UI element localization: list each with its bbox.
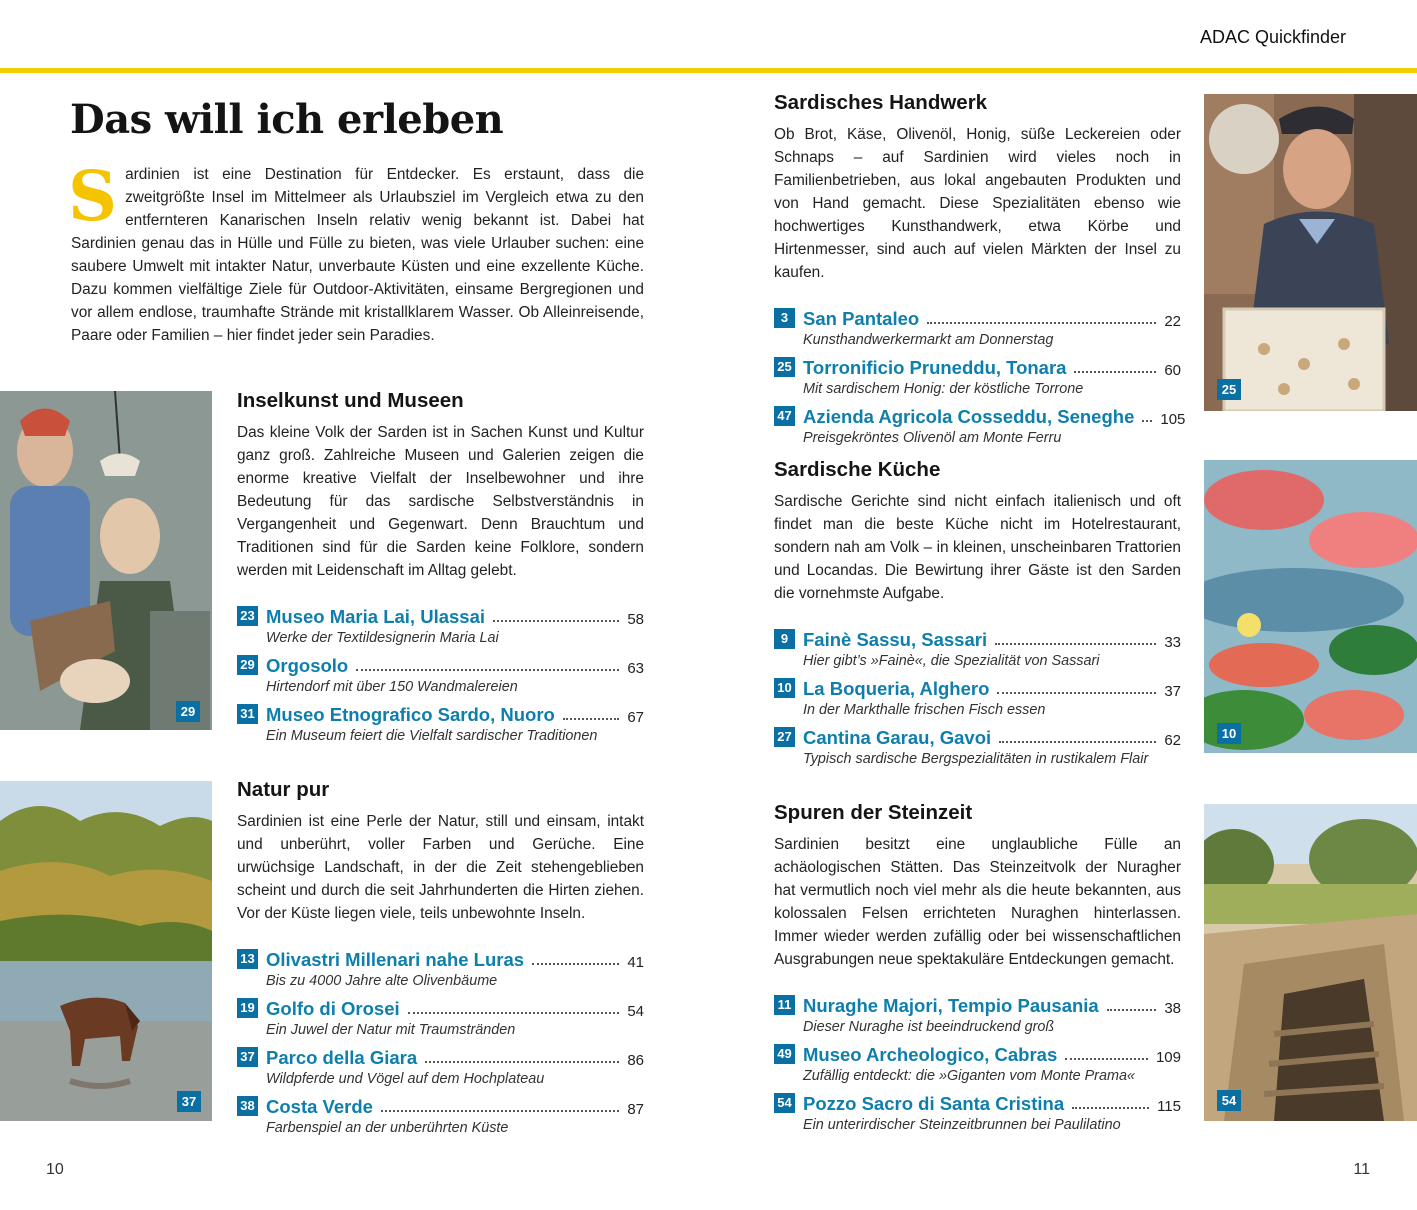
list-item [237,653,644,697]
list-item [774,676,1181,720]
section-body: Sardinien ist eine Perle der Natur, still und einsam, intakt und unberührt, voller Farben und Gerüche. Eine urwüchsige Landschaft, in der die Zeit stehengeblieben scheint und durch die seit Jahrhunderten die Hirten ziehen. Vor der Küste liegen viele, teils unbewohnte Inseln. [237,813,644,922]
section-body: Das kleine Volk der Sarden ist in Sachen Kunst und Kultur ganz groß. Zahlreiche Museen und Galerien zeigen die enorme kreative Vielfalt der Inselbewohner und ihre Bedeutung für das sardische Selbstverständnis in Vergangenheit und Gegenwart. Denn Brauchtum und Traditionen sind für die Sarden keine Folklore, sondern werden mit Leidenschaft im Alltag gelebt. [237,424,644,579]
entry-subtitle: Werke der Textildesignerin Maria Lai [266,630,499,646]
leader-dots [493,620,619,622]
entry-number: 25 [774,357,795,377]
entry-page: 109 [1155,1049,1181,1066]
leader-dots [995,643,1156,645]
mural-photo [0,391,212,730]
entry-subtitle: Ein unterirdischer Steinzeitbrunnen bei Paulilatino [803,1117,1121,1133]
entry-subtitle: Kunsthandwerkermarkt am Donnerstag [803,332,1054,348]
entry-number: 54 [774,1093,795,1113]
entry-link[interactable]: Costa Verde [266,1096,373,1117]
entry-subtitle: Ein Juwel der Natur mit Traumstränden [266,1022,516,1038]
section-steinzeit [774,801,1181,1140]
entry-page: 115 [1157,1098,1181,1115]
section-kueche [774,458,1181,774]
leader-dots [1142,420,1152,422]
list-item [237,1094,644,1138]
entry-subtitle: Mit sardischem Honig: der köstliche Torrone [803,381,1084,397]
list-item [237,1045,644,1089]
entry-subtitle: Wildpferde und Vögel auf dem Hochplateau [266,1071,545,1087]
section-title: Sardische Küche [774,458,941,481]
entry-number: 27 [774,727,795,747]
section-body: Sardinien besitzt eine unglaubliche Fülle an achäologischen Stätten. Das Steinzeitvolk der Nuragher hat vermutlich noch viel mehr als die heute bekannten, aus kolossalen Felsen errichteten Nuraghen hinterlassen. Immer wieder werden zufällig oder bei wissenschaftlichen Ausgrabungen neue spektakuläre Entdeckungen gemacht. [774,836,1181,968]
photo-number-badge: 54 [1217,1090,1241,1111]
entry-subtitle: Bis zu 4000 Jahre alte Olivenbäume [266,973,498,989]
entry-subtitle: Ein Museum feiert die Vielfalt sardischer Traditionen [266,728,598,744]
list-item [237,604,644,648]
entry-number: 9 [774,629,795,649]
section-title: Spuren der Steinzeit [774,801,973,824]
section-body: Ob Brot, Käse, Olivenöl, Honig, süße Leckereien oder Schnaps – auf Sardinien wird vieles noch in Familienbetrieben, aus lokal angebauten Produkten und von Hand gemacht. Diese Spezialitäten ebenso wie hochwertiges Kunsthandwerk, etwa Körbe und Hirtenmesser, sind auch auf vielen Märkten der Insel zu kaufen. [774,126,1181,281]
leader-dots [1072,1107,1149,1109]
list-item [774,725,1181,769]
list-item [774,993,1181,1037]
leader-dots [997,692,1156,694]
intro-paragraph [68,157,644,347]
entry-link[interactable]: La Boqueria, Alghero [803,678,990,699]
entry-page: 86 [627,1052,644,1069]
photo-number-badge: 10 [1217,723,1241,744]
entry-list [774,627,1181,769]
craftsman-photo [1204,94,1417,411]
list-item [237,947,644,991]
entry-page: 58 [627,611,644,628]
section-title: Sardisches Handwerk [774,91,988,114]
entry-link[interactable]: Pozzo Sacro di Santa Cristina [803,1093,1065,1114]
entry-number: 29 [237,655,258,675]
leader-dots [1065,1058,1148,1060]
leader-dots [408,1012,620,1014]
section-handwerk [774,91,1186,453]
leader-dots [425,1061,619,1063]
entry-page: 67 [627,709,644,726]
entry-page: 63 [627,660,644,677]
section-inselkunst [237,389,644,751]
entry-subtitle: Farbenspiel an der unberührten Küste [266,1120,509,1136]
entry-number: 31 [237,704,258,724]
entry-page: 41 [627,954,644,971]
leader-dots [1107,1009,1157,1011]
entry-page: 62 [1164,732,1181,749]
intro-text: ardinien ist eine Destination für Entdecker. Es erstaunt, dass die zweitgrößte Insel im Mittelmeer als Urlaubsziel im Vergleich etwa zu den entfernteren Kanarischen Inseln relativ wenig bekannt ist. Dabei hat Sardinien genau das in Hülle und Fülle zu bieten, was viele Urlauber suchen: eine saubere Umwelt mit intakter Natur, unverbaute Küsten und eine exzellente Küche. Dazu kommen vielfältige Ziele für Outdoor-Aktivitäten, einsame Bergregionen und vor allem endlose, traumhafte Strände mit kristallklarem Wasser. Ob Alleinreisende, Paare oder Familien – hier findet jeder sein Paradies. [71,166,644,344]
page-title: Das will ich erleben [70,96,504,143]
entry-subtitle: Preisgekröntes Olivenöl am Monte Ferru [803,430,1062,446]
ruins-photo [1204,804,1417,1121]
horse-photo [0,781,212,1121]
leader-dots [563,718,619,720]
entry-link[interactable]: Golfo di Orosei [266,998,400,1019]
entry-link[interactable]: Torronificio Pruneddu, Tonara [803,357,1067,378]
entry-subtitle: Hier gibt’s »Fainè«, die Spezialität von Sassari [803,653,1100,669]
drop-cap: S [68,157,118,237]
entry-subtitle: Typisch sardische Bergspezialitäten in rustikalem Flair [803,751,1149,767]
entry-link[interactable]: Museo Archeologico, Cabras [803,1044,1058,1065]
entry-number: 13 [237,949,258,969]
entry-link[interactable]: Museo Maria Lai, Ulassai [266,606,486,627]
yellow-rule [0,68,1417,73]
entry-list [237,947,644,1138]
entry-link[interactable]: Cantina Garau, Gavoi [803,727,992,748]
page-number-right: 11 [1353,1161,1370,1178]
entry-link[interactable]: Fainè Sassu, Sassari [803,629,988,650]
entry-link[interactable]: Olivastri Millenari nahe Luras [266,949,525,970]
entry-page: 87 [627,1101,644,1118]
entry-number: 23 [237,606,258,626]
list-item [774,627,1181,671]
list-item [774,404,1186,448]
leader-dots [381,1110,619,1112]
list-item [774,1091,1181,1135]
entry-list [237,604,644,746]
entry-page: 60 [1164,362,1181,379]
entry-subtitle: Zufällig entdeckt: die »Giganten vom Monte Prama« [803,1068,1135,1084]
entry-link[interactable]: Azienda Agricola Cosseddu, Seneghe [803,406,1135,427]
entry-subtitle: Hirtendorf mit über 150 Wandmalereien [266,679,518,695]
entry-link[interactable]: Parco della Giara [266,1047,418,1068]
page-number-left: 10 [46,1161,64,1178]
list-item [237,996,644,1040]
leader-dots [356,669,619,671]
entry-subtitle: In der Markthalle frischen Fisch essen [803,702,1046,718]
entry-number: 19 [237,998,258,1018]
section-natur-pur [237,778,644,1143]
section-title: Natur pur [237,778,330,801]
running-head: ADAC Quickfinder [1199,27,1346,47]
entry-link[interactable]: Museo Etnografico Sardo, Nuoro [266,704,555,725]
leader-dots [532,963,619,965]
leader-dots [999,741,1156,743]
list-item [774,306,1181,350]
photo-number-badge: 29 [176,701,200,722]
photo-number-badge: 25 [1217,379,1241,400]
list-item [237,702,644,746]
leader-dots [1074,371,1156,373]
entry-page: 54 [627,1003,644,1020]
entry-number: 11 [774,995,795,1015]
entry-page: 38 [1164,1000,1181,1017]
entry-link[interactable]: Nuraghe Majori, Tempio Pausania [803,995,1099,1016]
list-item [774,355,1181,399]
section-body: Sardische Gerichte sind nicht einfach italienisch und oft findet man die beste Küche nicht im Hotelrestaurant, sondern nah am Volk – in kleinen, unscheinbaren Trattorien und Locandas. Die Bewirtung ihrer Gäste ist den Sarden die vornehmste Aufgabe. [774,493,1181,602]
entry-list [774,306,1186,448]
list-item [774,1042,1181,1086]
entry-number: 3 [774,308,795,328]
entry-link[interactable]: Orgosolo [266,655,349,676]
entry-page: 22 [1164,313,1181,330]
entry-link[interactable]: San Pantaleo [803,308,920,329]
entry-subtitle: Dieser Nuraghe ist beeindruckend groß [803,1019,1055,1035]
photo-number-badge: 37 [177,1091,201,1112]
entry-number: 10 [774,678,795,698]
entry-page: 33 [1164,634,1181,651]
entry-page: 37 [1164,683,1181,700]
leader-dots [927,322,1156,324]
entry-number: 37 [237,1047,258,1067]
entry-number: 47 [774,406,795,426]
section-title: Inselkunst und Museen [237,389,464,412]
fish-photo [1204,460,1417,753]
entry-number: 38 [237,1096,258,1116]
entry-list [774,993,1181,1135]
entry-number: 49 [774,1044,795,1064]
entry-page: 105 [1160,411,1186,428]
